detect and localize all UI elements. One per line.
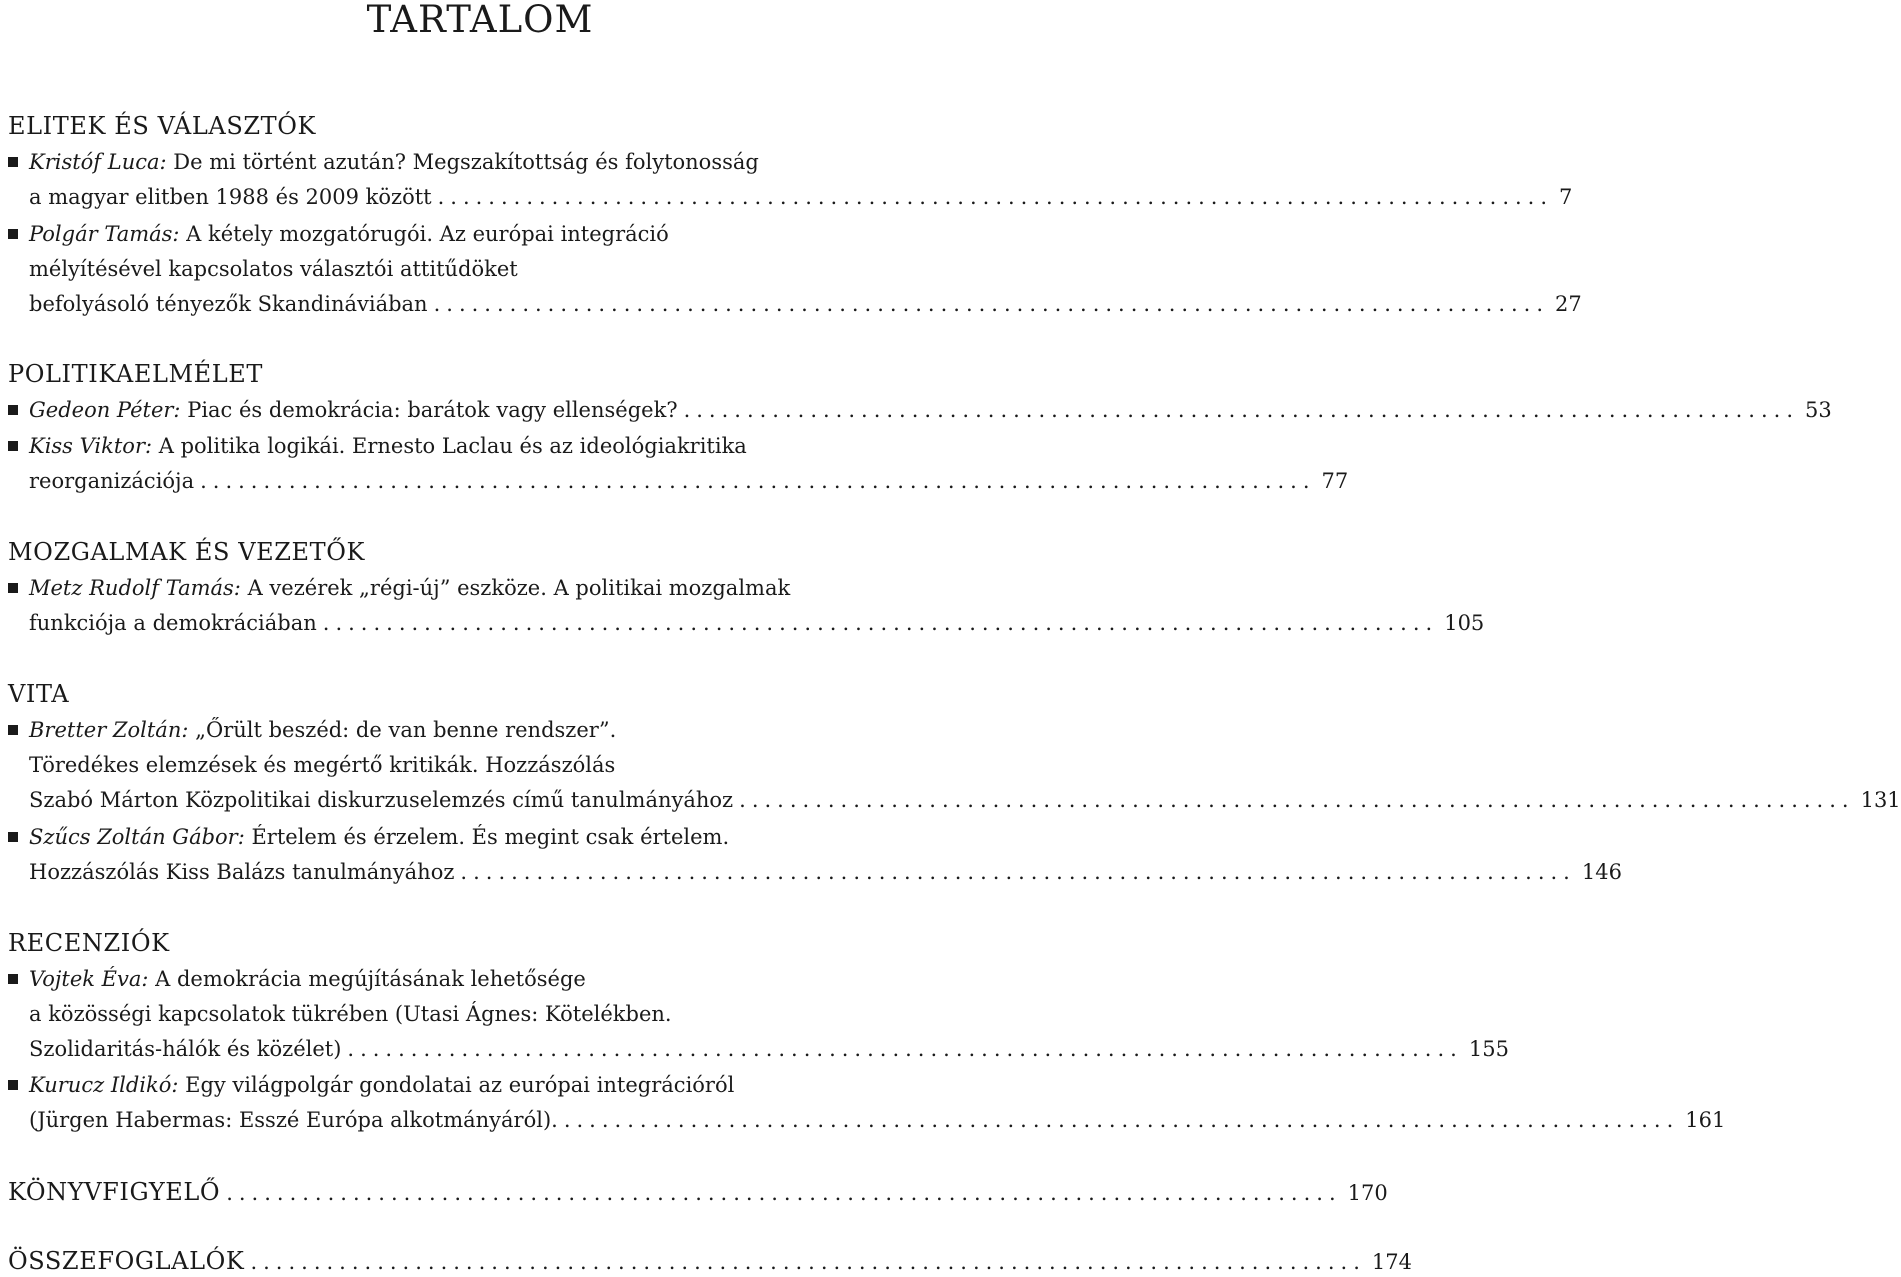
- bullet-icon: [8, 405, 18, 415]
- entry-author: Kiss Viktor:: [29, 434, 153, 458]
- entry-title-line: [29, 395, 678, 425]
- page-number: 77: [1321, 469, 1349, 493]
- entry-title-line: [29, 822, 729, 852]
- entry-author: Bretter Zoltán:: [29, 718, 189, 742]
- dot-leader: ........................................................................................: [322, 611, 1439, 635]
- toc-entry-osszefoglalok[interactable]: [8, 1246, 1412, 1276]
- bullet-icon: [8, 974, 18, 984]
- entry-last-line: [29, 466, 1349, 496]
- page-number: 174: [1371, 1250, 1412, 1274]
- entry-last-line: [29, 289, 1582, 319]
- entry-title: A vezérek „régi-új” eszköze. A politikai mozgalmak: [240, 576, 791, 600]
- entry-title: Értelem és érzelem. És megint csak értelem.: [244, 825, 730, 849]
- page-number: 7: [1559, 185, 1573, 209]
- dot-leader: ........................................................................................: [433, 292, 1550, 316]
- entry-title-line: [29, 431, 747, 461]
- dot-leader: ........................................................................................: [200, 469, 1316, 493]
- entry-last-line: [29, 785, 1901, 815]
- entry-title: De mi történt azután? Megszakítottság és folytonosság: [166, 150, 759, 174]
- page-number: 161: [1685, 1108, 1726, 1132]
- section-heading-recenziok: RECENZIÓK: [8, 929, 170, 957]
- entry-title: A kétely mozgatórugói. Az európai integráció: [179, 222, 669, 246]
- page-number: 170: [1347, 1181, 1388, 1205]
- dot-leader: ........................................................................................: [250, 1250, 1366, 1274]
- entry-last-line: [29, 395, 1832, 425]
- entry-title-cont: a közösségi kapcsolatok tükrében (Utasi Ágnes: Kötelékben.: [29, 1002, 672, 1026]
- entry-title-cont: funkciója a demokráciában: [29, 611, 317, 635]
- dot-leader: ........................................................................................: [437, 185, 1554, 209]
- bullet-icon: [8, 725, 18, 735]
- dot-leader: ........................................................................................: [739, 788, 1855, 812]
- entry-last-line: [8, 1177, 1388, 1207]
- entry-title-line: [29, 1070, 734, 1100]
- entry-last-line: [8, 1246, 1412, 1276]
- entry-title-cont: reorganizációja: [29, 469, 195, 493]
- entry-title-cont: Szolidaritás-hálók és közélet): [29, 1037, 342, 1061]
- page-number: 146: [1581, 860, 1622, 884]
- entry-author: Szűcs Zoltán Gábor:: [29, 825, 245, 849]
- toc-entry-kurucz[interactable]: [8, 1070, 1726, 1135]
- entry-last-line: [29, 857, 1622, 887]
- entry-title-line: [29, 219, 669, 249]
- entry-last-line: [29, 608, 1485, 638]
- dot-leader: ........................................................................................: [563, 1108, 1680, 1132]
- entry-title-line: [29, 964, 586, 994]
- bullet-icon: [8, 157, 18, 167]
- entry-last-line: [29, 1034, 1509, 1064]
- toc-entry-szucs[interactable]: [8, 822, 1622, 887]
- dot-leader: ........................................................................................: [347, 1037, 1463, 1061]
- bullet-icon: [8, 1080, 18, 1090]
- page-number: 27: [1555, 292, 1582, 316]
- entry-author: Metz Rudolf Tamás:: [29, 576, 241, 600]
- dot-leader: ........................................................................................: [683, 398, 1800, 422]
- bullet-icon: [8, 229, 18, 239]
- page-number: 155: [1468, 1037, 1509, 1061]
- section-heading-mozgalmak: MOZGALMAK ÉS VEZETŐK: [8, 538, 366, 566]
- toc-entry-bretter[interactable]: [8, 715, 1901, 815]
- entry-author: Kristóf Luca:: [29, 150, 167, 174]
- entry-author: Vojtek Éva:: [29, 967, 149, 991]
- entry-title: A demokrácia megújításának lehetősége: [148, 967, 586, 991]
- section-heading-politikaelmelet: POLITIKAELMÉLET: [8, 360, 264, 388]
- entry-title: Egy világpolgár gondolatai az európai integrációról: [178, 1073, 735, 1097]
- section-heading-vita: VITA: [8, 680, 70, 708]
- entry-last-line: [29, 182, 1573, 212]
- toc-entry-polgar[interactable]: [8, 219, 1582, 319]
- entry-author: Gedeon Péter:: [29, 398, 181, 422]
- entry-author: Polgár Tamás:: [29, 222, 180, 246]
- bullet-icon: [8, 832, 18, 842]
- entry-title-cont: Szabó Márton Közpolitikai diskurzuselemzés című tanulmányához: [29, 788, 734, 812]
- section-heading-elitek: ELITEK ÉS VÁLASZTÓK: [8, 112, 317, 140]
- page-title: TARTALOM: [366, 0, 594, 41]
- dot-leader: ........................................................................................: [460, 860, 1576, 884]
- toc-entry-kristof[interactable]: [8, 147, 1573, 209]
- entry-title-cont: a magyar elitben 1988 és 2009 között: [29, 185, 432, 209]
- entry-title-cont: befolyásoló tényezők Skandináviában: [29, 292, 428, 316]
- entry-title: „Őrült beszéd: de van benne rendszer”.: [188, 718, 617, 742]
- entry-last-line: [29, 1105, 1726, 1135]
- dot-leader: ........................................................................................: [226, 1181, 1342, 1205]
- toc-entry-kiss[interactable]: [8, 431, 1349, 496]
- entry-title-cont: Töredékes elemzések és megértő kritikák. Hozzászólás: [29, 753, 616, 777]
- entry-title-cont: mélyítésével kapcsolatos választói attitűdöket: [29, 257, 518, 281]
- section-heading-osszefoglalok: ÖSSZEFOGLALÓK: [8, 1247, 245, 1275]
- page-number: 131: [1860, 788, 1901, 812]
- toc-entry-konyvfigyelo[interactable]: [8, 1177, 1388, 1207]
- entry-title-cont: Hozzászólás Kiss Balázs tanulmányához: [29, 860, 455, 884]
- section-heading-konyvfigyelo: KÖNYVFIGYELŐ: [8, 1178, 221, 1206]
- entry-title: Piac és demokrácia: barátok vagy ellenségek?: [180, 398, 678, 422]
- toc-entry-gedeon[interactable]: [8, 395, 1832, 425]
- entry-title: A politika logikái. Ernesto Laclau és az ideológiakritika: [152, 434, 747, 458]
- bullet-icon: [8, 441, 18, 451]
- entry-author: Kurucz Ildikó:: [29, 1073, 179, 1097]
- page-number: 53: [1805, 398, 1832, 422]
- toc-entry-vojtek[interactable]: [8, 964, 1509, 1064]
- toc-entry-metz[interactable]: [8, 573, 1485, 638]
- entry-title-cont: (Jürgen Habermas: Esszé Európa alkotmányáról).: [29, 1108, 558, 1132]
- bullet-icon: [8, 583, 18, 593]
- entry-title-line: [29, 715, 616, 745]
- entry-title-line: [29, 147, 759, 177]
- entry-title-line: [29, 573, 790, 603]
- page-number: 105: [1444, 611, 1485, 635]
